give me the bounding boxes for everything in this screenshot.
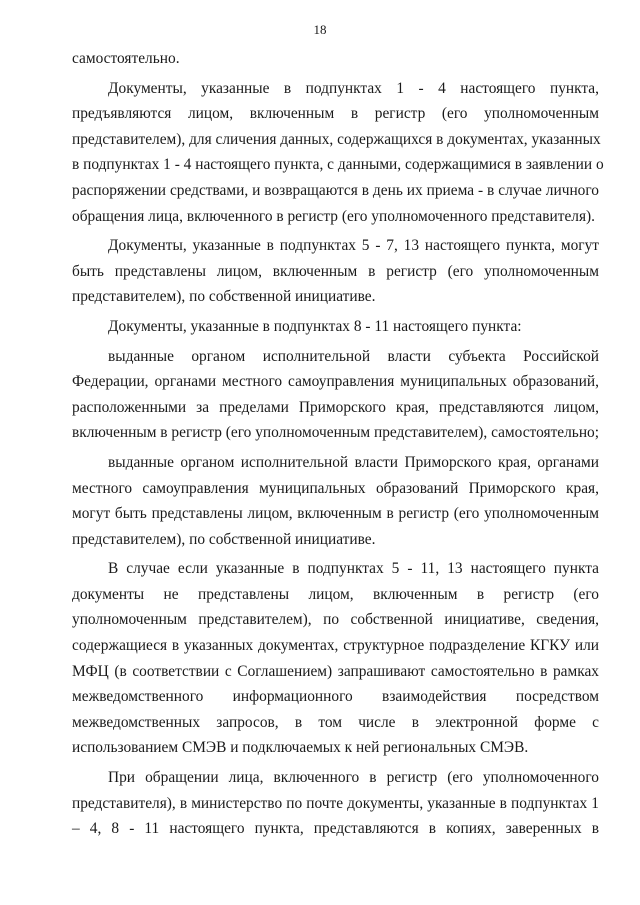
text-line: межведомственного информационного взаимодействия посредством [72, 688, 599, 706]
text-line: выданные органом исполнительной власти Приморского края, органами [108, 453, 599, 471]
text-line: уполномоченным представителем), по собственной инициативе, сведения, [72, 611, 599, 629]
text-line: представителем), по собственной инициативе. [72, 530, 376, 548]
text-line: Документы, указанные в подпунктах 1 - 4 настоящего пункта, [108, 79, 599, 97]
text-line: могут быть представлены лицом, включенным в регистр (его уполномоченным [72, 505, 599, 523]
text-line: представителем), по собственной инициативе. [72, 288, 376, 306]
text-line: в подпунктах 1 - 4 настоящего пункта, с данными, содержащимися в заявлении о [72, 156, 604, 174]
text-line: Документы, указанные в подпунктах 5 - 7, 13 настоящего пункта, могут [108, 237, 599, 255]
text-line: При обращении лица, включенного в регистр (его уполномоченного [108, 769, 599, 787]
page-number: 18 [313, 22, 327, 37]
text-line: распоряжении средствами, и возвращаются в день их приема - в случае личного [72, 181, 599, 199]
text-line: самостоятельно. [72, 50, 180, 67]
text-line: обращения лица, включенного в регистр (его уполномоченного представителя). [72, 207, 596, 225]
text-line: местного самоуправления муниципальных образований Приморского края, [72, 479, 599, 497]
text-line: выданные органом исполнительной власти субъекта Российской [108, 347, 599, 365]
text-line: – 4, 8 - 11 настоящего пункта, представляются в копиях, заверенных в [72, 820, 599, 838]
text-line: межведомственных запросов, в том числе в электронной форме с [72, 713, 599, 731]
text-line: расположенными за пределами Приморского края, представляются лицом, [72, 398, 599, 416]
text-line: представителем), для сличения данных, содержащихся в документах, указанных [72, 130, 601, 148]
text-line: представителя), в министерство по почте документы, указанные в подпунктах 1 [72, 794, 599, 812]
text-line: содержащиеся в указанных документах, структурное подразделение КГКУ или [72, 637, 599, 655]
text-line: документы не представлены лицом, включенным в регистр (его [72, 585, 599, 603]
text-line: Документы, указанные в подпунктах 8 - 11 настоящего пункта: [108, 317, 522, 335]
text-line: использованием СМЭВ и подключаемых к ней региональных СМЭВ. [72, 739, 529, 757]
text-line: В случае если указанные в подпунктах 5 - 11, 13 настоящего пункта [108, 560, 599, 578]
document-body [72, 46, 604, 842]
text-line: быть представлены лицом, включенным в регистр (его уполномоченным [72, 262, 599, 280]
text-line: МФЦ (в соответствии с Соглашением) запрашивают самостоятельно в рамках [72, 662, 599, 680]
text-line: включенным в регистр (его уполномоченным представителем), самостоятельно; [72, 424, 600, 442]
text-line: предъявляются лицом, включенным в регистр (его уполномоченным [72, 105, 599, 123]
text-line: Федерации, органами местного самоуправления муниципальных образований, [72, 373, 599, 391]
